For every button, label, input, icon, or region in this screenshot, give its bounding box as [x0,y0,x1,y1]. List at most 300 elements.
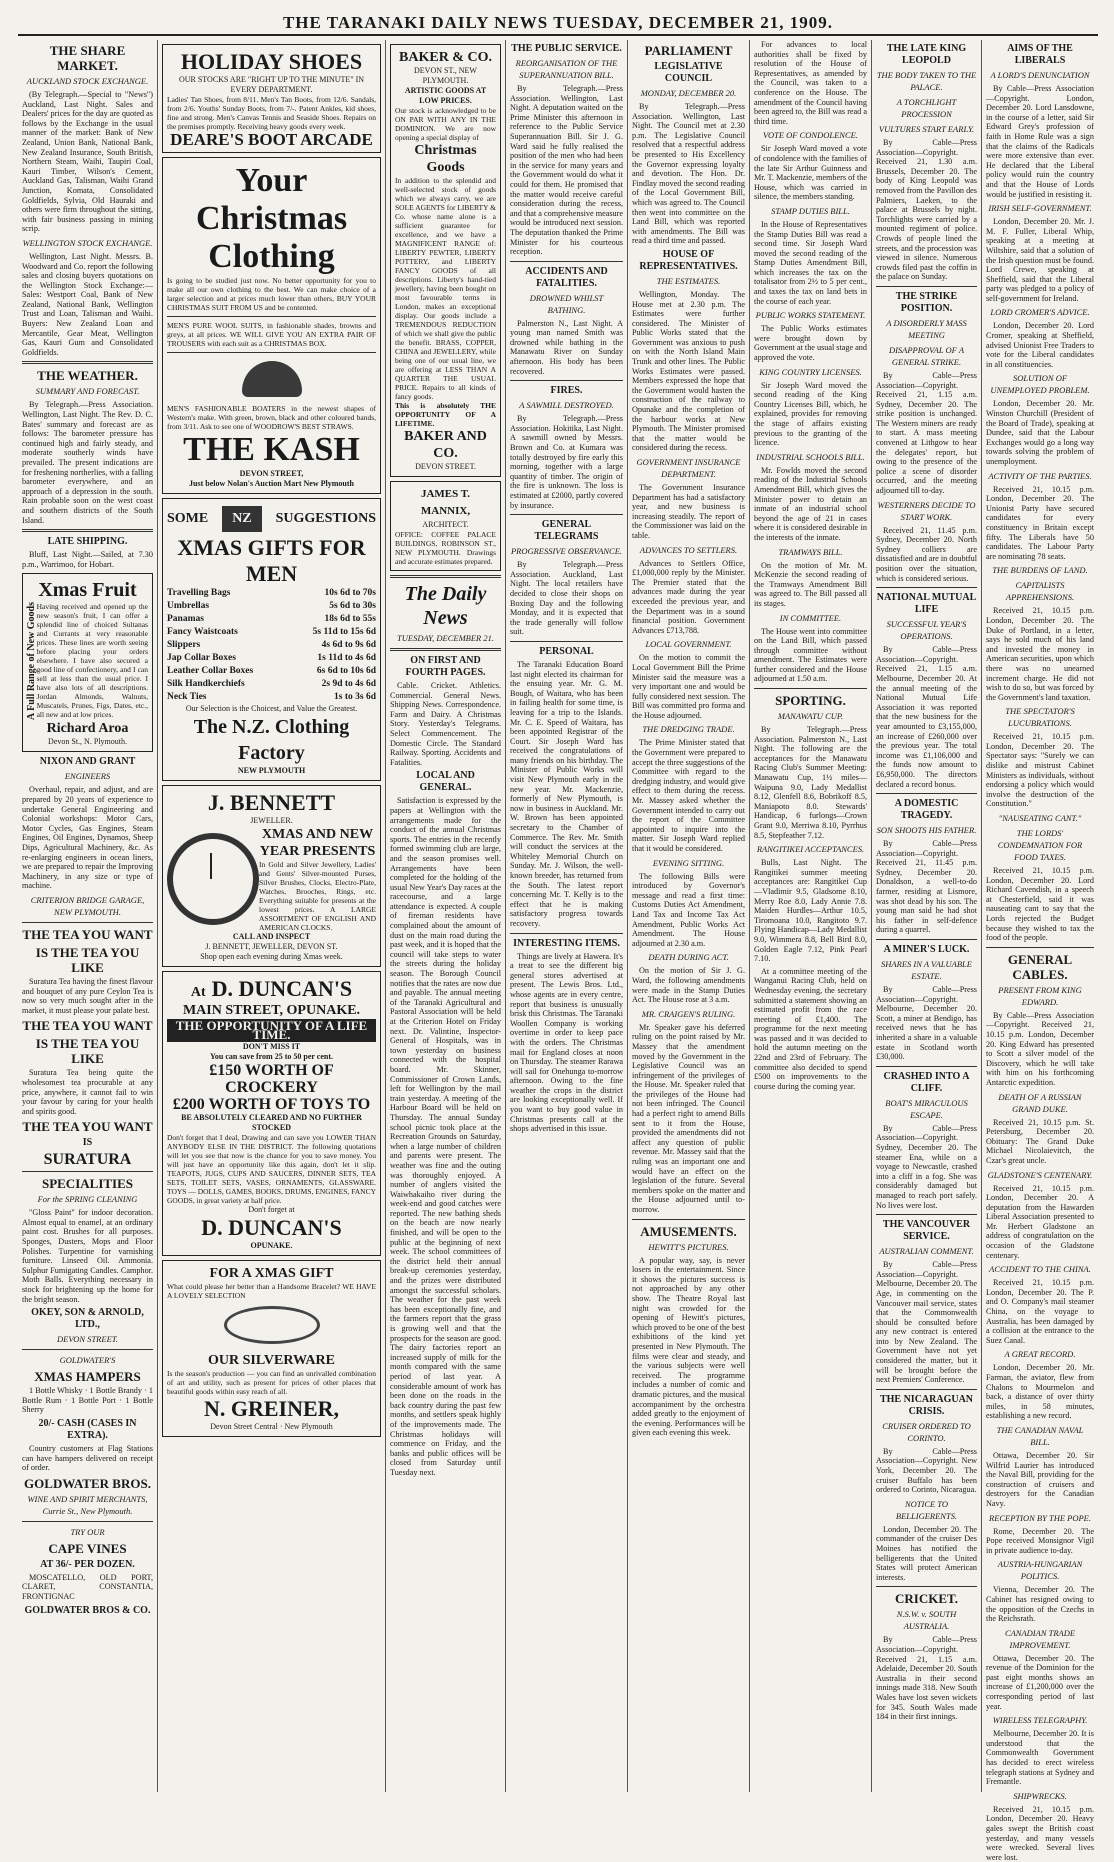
parties-text: Received 21, 10.15 p.m. London, December 20. The Unionist Party have secured candidates for every constituency in Britain except fifty. The Liberals have 50 candidates. The Labour Party are nominating 78 seats. [986,484,1094,561]
tea-line-3: THE TEA YOU WANT [22,1018,153,1034]
personal-text: The Taranaki Education Board last night elected its chairman for the ensuing year. Mr. G. M. Bough, of Waitara, who has been in failing health for some time, is leaving for a trip to the Islands. Mr. C. E. Speed of Waitara, has been appointed Registrar of the Court. Sir Joseph Ward has received the congratulations of many friends on his birthday. The Minister of Public Works will visit New Plymouth early in the new year. Mr. Mackenzie, formerly of New Plymouth, is now in business in Auckland. Mr. W. Brown has been appointed secretary to the Chamber of Commerce. The Rev. Mr. Smith will conduct the services at the Whiteley Memorial Church on Sunday. Mr. J. Wilson, the well-known breeder, has returned from the South. The latest report concerning Mr. T. Kelly is to the effect that he is making satisfactory progress towards recovery. [510,659,623,928]
cricket-sub: N.S.W. v. SOUTH AUSTRALIA. [896,1609,957,1632]
public-works-text: The Public Works estimates were brought down by Government at the usual stage and approved the vote. [754,324,867,363]
record-heading: A GREAT RECORD. [1004,1349,1076,1360]
baker-address: DEVON ST., NEW PLYMOUTH. [414,66,477,85]
liberals-text: By Cable—Press Association—Copyright. London, December 20. Lord Lansdowne, in the course of a letter, said Sir Edward Grey's profession of faith in Home Rule was a sign that the claims of the Radicals were more extensive than ever. He declared that the Liberal policy would ruin the country and that the House of Lords would be justified in resisting it. [986,84,1094,199]
house-heading: HOUSE OF REPRESENTATIVES. [639,248,738,272]
irish-text: London, December 20. Mr. J. M. F. Fuller, Liberal Whip, speaking at a meeting at Wiltshire, said that a solution of the Irish question must be found. Lord Crewe, speaking at Sheffield, said that the Liberal party was pledged to a policy of self-government for Ireland. [986,217,1094,303]
duncan-address: MAIN STREET, OPUNAKE. [182,1002,361,1018]
bennett-title: XMAS AND NEW YEAR PRESENTS [259,826,376,859]
local-government-text: On the motion to commit the Local Government Bill the Prime Minister said the measure was a very important one and would be fully considered next session. The Bill was committed pro forma and the House adjourned. [632,653,745,720]
baker-signature-address: DEVON STREET. [415,462,476,471]
boater-hat-icon [242,361,302,397]
accidents-heading: ACCIDENTS AND FATALITIES. [525,265,608,289]
cromer-heading: LORD CROMER'S ADVICE. [990,307,1090,318]
miner-text: By Cable—Press Association—Copyright. Melbourne, December 20. Scott, a miner at Bendigo, has received news that he has inherited a share in a valuable estate in Scotland worth £30,000. [876,985,977,1062]
nz-suggestions: SUGGESTIONS [275,511,376,527]
price-value: 5s 6d to 30s [329,600,376,611]
divider [632,1219,745,1220]
fruit-text: Having received and opened up the new season's fruit, I can offer a splendid line of choiced Sultanas and Currants at very reasonable prices. These lines are worth seeing before placing your orders elsewhere. I have also secured a good line of confectionery, and I can sell at less than the usual price. I have also lots of all descriptions. Jordan Almonds, Walnuts, Muscatels, Prunes, Figs, Dates, etc., all new and at low prices. [36,602,148,720]
column-4 [506,40,628,1792]
nicaragua-text: By Cable—Press Association—Copyright. New York, December 20. The cruiser Buffalo has been ordered to Corinto, Nicaragua. [876,1446,977,1495]
bennett-ad [162,785,381,967]
evening-sitting-heading: EVENING SITTING. [652,857,725,868]
tea-line-6: IS [82,1137,93,1149]
china-heading: ACCIDENT TO THE CHINA. [989,1264,1091,1275]
duncan-at: At [190,984,206,1000]
liberals-heading: AIMS OF THE LIBERALS [1007,43,1073,66]
fruit-address: Devon St., N. Plymouth. [48,737,127,747]
legislative-council-date: MONDAY, DECEMBER 20. [640,88,737,98]
king-edward-text: By Cable—Press Association—Copyright. Received 21, 10.15 p.m. London, December 20. King Edward has presented to Scott a silver model of the Discovery, which he will take with him on his forthcoming Antarctic expedition. [986,1010,1094,1087]
kash-name: THE KASH [183,430,360,468]
baker-text-3: This is absolutely THE OPPORTUNITY OF A LIFETIME. [395,401,496,428]
public-service-sub: REORGANISATION OF THE SUPERANNUATION BILL. [515,58,618,80]
liberals-sub: A LORD'S DENUNCIATION [990,70,1090,80]
greiner-ad [162,1260,381,1438]
record-text: London, December 20. Mr. Farman, the aviator, flew from Chalons to Mourmelon and back, a distance of over thirty miles, in 58 minutes, establishing a new record. [986,1363,1094,1421]
divider [876,1586,977,1587]
clock-icon [167,833,259,925]
advances-heading: ADVANCES TO SETTLERS. [639,544,738,555]
price-item: Jap Collar Boxes [167,652,236,663]
public-service-heading: THE PUBLIC SERVICE. [511,43,622,54]
weather-text: By Telegraph.—Press Association. Wellington, Last Night. The Rev. D. C. Bates' summary and forecast are as follows: The barometer pressure has continued high and fairly steady, and moderate southerly winds have prevailed. The present indications are for freshening northerlies, with a falling barometer everywhere, and an approach of a depression in the south. Rain probable soon on the west coast and southern districts of the South Island. [22,400,153,525]
divider [876,1066,977,1067]
amusements-heading: AMUSEMENTS. [640,1223,737,1239]
share-sub-auckland: AUCKLAND STOCK EXCHANGE. [26,76,149,86]
price-value: 18s 6d to 55s [324,613,376,624]
tramways-heading: TRAMWAYS BILL. [778,546,843,557]
okey-name: OKEY, SON & ARNOLD, LTD., [31,1307,144,1331]
land-heading: THE BURDENS OF LAND. [992,565,1088,576]
nicaragua-sub-2: NOTICE TO BELLIGERENTS. [895,1498,958,1521]
share-text-auckland: (By Telegraph.—Special to "News") Auckland, Last Night. Sales and Dealers' prices for the day are quoted as follows by the Exchange in the usual manner of the market: Bank of New Zealand, Union Bank, National Bank, New Zealand Insurance, South British, Northern Steam, Waihi, Taupiri Coal, Kauri Timber, Wilson's Cement, Auckland Gas, Talisman, Waihi Grand Junction, Komata, Consolidated Goldfields, Sylvia, Old Hauraki and others were firm throughout the sitting, with fair business passing in mining scrip. [22,90,153,234]
duncan-save: You can save from 25 to 50 per cent. [209,1051,334,1061]
price-item: Silk Handkerchiefs [167,678,245,689]
mannix-text: OFFICE: COFFEE PALACE BUILDINGS, ROBINSON ST., NEW PLYMOUTH. Drawings and accurate estimates prepared. [395,530,496,566]
condolence-heading: VOTE OF CONDOLENCE. [763,130,858,141]
divider [390,648,501,651]
local-text: Satisfaction is expressed by the papers at Wellington with the arrangements made for the conduct of the annual Christmas sports. The entries in the recently formed swimming club are large, and the season promises well. Arrangements have been completed for the holding of the usual New Year's Day races at the racecourse, and a large attendance is expected. A couple of fireman residents have complained about the amount of dust on the main road during the past week, and it is hoped that the council will take steps to water the streets during the holiday season. The Borough Council notifies that the rates are now due and payable. The annual meeting of the Taranaki Agricultural and Pastoral Association will be held at the Criterion Hotel on Friday next. Dr. Valintine, Inspector-General of Hospitals, was in town yesterday on business connected with the hospital board. Mr. Skinner, Commissioner of Crown Lands, left for Wellington by the mail train yesterday. A meeting of the Harbour Board will be held on Thursday. The annual Sunday school picnic took place at the Recreation Grounds on Saturday, when a large number of children and parents were present. The weather was fine and the outing was thoroughly enjoyed. A number of anglers visited the Waiwhakaiho river during the week-end and good catches were reported. The new bathing sheds on the beach are now nearly finished, and will be open to the public at the beginning of next week. The school committees of the district held their annual break-up ceremonies yesterday, and the prizes were distributed amongst the successful scholars. The weather for the past week has been exceptionally fine, and the farmers report that the grass is growing well and that the prospects for the season are good. The dairy factories report an increased supply of milk for the month compared with the same period of last year. A considerable amount of work has been done on the roads in the back country during the past few months, and settlers speak highly of the improvements made. The Christmas holidays will commence on Friday, and the banks and public offices will be closed from Saturday until Tuesday next. [390,796,501,1477]
price-row [167,587,376,600]
shoes-title: HOLIDAY SHOES [180,49,363,74]
bennett-sub: JEWELLER. [250,815,293,825]
leopold-heading: THE LATE KING LEOPOLD [886,43,967,66]
cant-text: Received 21, 10.15 p.m. London, December 20. Lord Richard Cavendish, in a speech at Chesterfield, said it was nauseating cant to say that the Lords rejected the Budget because they wished to tax the food of the people. [986,866,1094,943]
baker-text-2: In addition to the splendid and well-selected stock of goods which we always carry, we are SOLE AGENTS for LIBERTY & Co. whose name alone is a sufficient guarantee for excellence, and we have a MAGNIFICENT RANGE of: LIBERTY PEWTER, LIBERTY POTTERY, and LIBERTY FANCY GOODS of all descriptions. Liberty's hand-tied jewellery, having been bought on most favourable terms in London, makes an exceptional display. Our goods include a TREMENDOUS REDUCTION of which we shall give the public the benefit. BRASS, COPPER, CHINA and JEWELLERY, while being one of our usual line, we are offering at LESS THAN A QUARTER THE USUAL PRICE. Repairs to all kinds of fancy goods. [395,176,496,401]
goldwater-list: 1 Bottle Whisky · 1 Bottle Brandy · 1 Bottle Rum · 1 Bottle Port · 1 Bottle Sherry [22,1386,153,1415]
kash-text-2: MEN'S PURE WOOL SUITS, in fashionable shades, browns and greys, at all prices. WE WILL GIVE YOU AN EXTRA PAIR OF TROUSERS with each suit as a CHRISTMAS BOX. [167,321,376,348]
pope-text: Rome, December 20. The Pope received Monsignor Vigil in private audience to-day. [986,1526,1094,1555]
irish-heading: IRISH SELF-GOVERNMENT. [988,203,1092,214]
rangitikei-text: Bulls, Last Night. The Rangitikei summer meeting acceptances are: Rangitikei Cup—Vladimir 9.5, Gladsome 8.10, Merry Roe 8.0, Lady Annie 7.8. Maiden Hurdles—Arthur 10.5, Tiromoana 10.0, Rangitoto 9.7. Flying Handicap—Lady Medallist 9.0, Wimmera 8.8, Bell Bird 8.0, Golden Eagle 7.12, Pink Pearl 7.10. [754,858,867,964]
general-telegrams-text: By Telegraph.—Press Association. Auckland, Last Night. The local retailers have decided to close their shops on Boxing Day and the following Monday, and it is expected that the trade generally will follow suit. [510,560,623,637]
tea-line-4: IS THE TEA YOU LIKE [35,1036,140,1067]
mannix-sub: ARCHITECT. [422,520,469,529]
divider [22,922,153,923]
kash-ad [162,157,381,494]
strike-text-2: Received 21, 11.45 p.m. Sydney, December 20. North Sydney colliers are dissatisfied and are in doubtful position over the situation, which is considered serious. [876,525,977,583]
price-row [167,639,376,652]
public-works-heading: PUBLIC WORKS STATEMENT. [755,310,866,321]
kash-line-1: Your Christmas [195,162,348,237]
contents-list: Cable. Cricket. Athletics. Commercial. General News. Shipping News. Correspondence. Farm and Dairy. A Christmas Story. Yesterday's Telegrams. Select Commencement. The Domestic Circle. The Standard Railway. Sporting. Accidents and Fatalities. [390,681,501,767]
greiner-name: N. GREINER, [203,1396,340,1422]
wireless-heading: WIRELESS TELEGRAPHY. [992,1715,1088,1726]
accidents-sub: DROWNED WHILST BATHING. [529,292,604,315]
cape-list: MOSCATELLO, OLD PORT, CLARET, CONSTANTIA, FRONTIGNAC [22,1572,153,1601]
king-edward-sub: PRESENT FROM KING EDWARD. [998,984,1082,1007]
cliff-heading: CRASHED INTO A CLIFF. [883,1070,970,1094]
canadian-naval-text: Ottawa, December 20. Sir Wilfrid Laurier has introduced the Naval Bill, providing for the construction of cruisers and destroyers for the Canadian Navy. [986,1450,1094,1508]
in-committee-text: The House went into committee on the Land Bill, which passed through committee without amendment. The Estimates were further considered and the House adjourned at 1.50 a.m. [754,626,867,684]
nz-name: The N.Z. Clothing Factory [193,715,350,764]
leopold-sub-3: VULTURES START EARLY. [878,124,975,134]
duncan-signature-address: OPUNAKE. [250,1240,293,1250]
goldwater-title: XMAS HAMPERS [34,1369,141,1385]
bennett-text: In Gold and Silver Jewellery, Ladies' and Gents' Silver-mounted Purses, Silver Brushes, Clocks, Electro-Plate, Watches, Brooches, Rings, etc. Everything suitable for presents at the lowest prices. A LARGE ASSORTMENT OF ENGLISH AND AMERICAN CLOCKS. [259,859,376,932]
goldwater-text: Country customers at Flag Stations can have hampers delivered on receipt of order. [22,1444,153,1473]
price-item: Neck Ties [167,691,207,702]
okey-address: DEVON STREET. [57,1334,118,1345]
greiner-text-2: Is the season's production — you can find an unrivalled combination of art and utility, such as present for prices of other places that beautiful goods within easy reach of all. [167,1369,376,1397]
vancouver-text: By Cable—Press Association—Copyright. Melbourne, December 20. The Age, in commenting on the Vancouver mail service, states that the Commonwealth should be consulted before any new contract is entered into by New Zealand. The Government have not yet considered the matter, but it will be brought before the next Premiers' Conference. [876,1260,977,1385]
tea-line-1: THE TEA YOU WANT [22,926,153,942]
cricket-heading: CRICKET. [895,1591,958,1607]
price-value: 10s 6d to 70s [324,587,376,598]
divider [876,1214,977,1215]
speaker-ruling-text: Mr. Speaker gave his deferred ruling on the point raised by Mr. Massey that the amendment moved by the Government in the Legislative Council was an infringement of the privileges of the House. Mr. Speaker ruled that the privileges of the House had not been infringed. The Council had a perfect right to amend Bills sent to it from the House, provided the amendments did not affect any question of public revenue. Mr. Massey said that the ruling was an important one and would have an effect on the legislation of the future. Several members spoke on the matter and the House adjourned until to-morrow. [632,1022,745,1214]
divider [876,286,977,287]
legislative-council-text: By Telegraph.—Press Association. Wellington, Last Night. The Council met at 2.30 p.m. The Legislative Council resolved that a respectful address be presented to His Excellency the Governor expressing loyalty and devotion. The Hon. Dr. Findlay moved the second reading of the Local Government Bill, which was agreed to. The Council then went into committee on the Land Bill, which was reported with amendments. The Bill was read a third time and passed. [632,102,745,246]
continued-text: For advances to local authorities shall be fixed by resolution of the House of Representatives, as amended by the Council, was taken to a conference on the House. The amendment of the Council having been agreed to, the Bill was read a third time. [754,40,867,126]
column-3 [386,40,506,1792]
general-telegrams-sub: PROGRESSIVE OBSERVANCE. [510,546,623,557]
tea-line-2: IS THE TEA YOU LIKE [35,944,140,975]
parties-heading: ACTIVITY OF THE PARTIES. [988,470,1092,481]
spec-sub: For the SPRING CLEANING [37,1194,138,1205]
spectator-text: Received 21, 10.15 p.m. London, December 20. The Spectator says: "Surely we can dislike and mistrust Cabinet Ministers as individuals, without endorsing a policy which would involve the destruction of the Constitution." [986,732,1094,809]
death-duties-heading: DEATH DURING ACT. [648,952,729,963]
shipping-heading: LATE SHIPPING. [47,536,128,548]
nz-note: Our Selection is the Choicest, and Value the Greatest. [185,703,358,713]
interesting-items-heading: INTERESTING ITEMS. [513,937,620,949]
duncan-signature: D. DUNCAN'S [201,1214,342,1240]
divider [22,1349,153,1350]
tea-text-1: Suratura Tea having the finest flavour and bouquet of any pure Ceylon Tea is now so very much sought after in the market, it must please your palate best. [22,976,153,1015]
baker-ad [390,44,501,477]
spectator-heading: THE SPECTATOR'S LUCUBRATIONS. [1005,706,1075,729]
nz-some: SOME [167,511,209,527]
fires-sub: A SAWMILL DESTROYED. [519,400,614,411]
austria-text: Vienna, December 20. The Cabinet has resigned owing to the opposition of the Czechs in the Reichsrath. [986,1585,1094,1624]
strike-sub-1: A DISORDERLY MASS MEETING [886,317,967,340]
goldwater-name: GOLDWATER BROS. [24,1475,151,1491]
cape-name: GOLDWATER BROS & CO. [24,1604,151,1616]
industrial-schools-heading: INDUSTRIAL SCHOOLS BILL. [756,451,865,462]
holiday-shoes-ad [162,44,381,153]
domestic-tragedy-heading: A DOMESTIC TRAGEDY. [894,798,959,822]
divider [754,688,867,689]
divider [510,641,623,642]
divider [876,587,977,588]
nixon-address: CRITERION BRIDGE GARAGE, NEW PLYMOUTH. [30,894,145,917]
shoes-text: Ladies' Tan Shoes, from 8/11. Men's Tan Boots, from 12/6. Sandals, from 2/6. Youths' Sunday Boots, from 7/-. Patent Ankles, kid shoes, fine and strong. Men's Canvas Tennis and Seaside Shoes. Repairs on the premises promptly. Receiving heavy goods every week. [167,95,376,131]
divider [390,575,501,578]
divider [22,529,153,532]
sporting-heading: SPORTING. [775,693,846,709]
share-market-heading: THE SHARE MARKET. [49,43,126,73]
baker-title: Christmas Goods [414,143,477,175]
spec-text: "Gloss Paint" for indoor decoration. Almost equal to enamel, at an ordinary paint cost. Brushes for all purposes. Sponges, Dusters, Mops and Floor Polishes. Turpentine for varnishing furniture. Linseed Oil. Ammonia. Sulphur Fumigating Candles. Camphor. Moth Balls. Everything necessary in stock for brightening up the home for the bright season. [22,1208,153,1304]
divider [22,1171,153,1172]
miner-sub: SHARES IN A VALUABLE ESTATE. [881,959,972,982]
price-item: Slippers [167,639,201,650]
duncan-miss: DON'T MISS IT [242,1041,301,1051]
price-row [167,691,376,704]
vancouver-sub: AUSTRALIAN COMMENT. [879,1246,974,1257]
column-2 [158,40,386,1792]
strike-heading: THE STRIKE POSITION. [895,290,958,314]
price-item: Panamas [167,613,204,624]
nz-address: NEW PLYMOUTH [237,765,306,775]
strike-sub-3: WESTERNERS DECIDE TO START WORK. [877,499,976,522]
greiner-address: Devon Street Central · New Plymouth [210,1422,333,1432]
gladstone-text: Received 21, 10.15 p.m. London, December 20. A deputation from the Hawarden Liberal Association presented to Mr. Herbert Gladstone an address of congratulation on the occasion of the Gladstone centenary. [986,1183,1094,1260]
nicaragua-heading: THE NICARAGUAN CRISIS. [879,1393,974,1417]
price-row [167,626,376,639]
bennett-note: Shop open each evening during Xmas week. [200,951,343,961]
contents-heading: ON FIRST AND FOURTH PAGES. [405,655,486,678]
general-cables-heading: GENERAL CABLES. [1007,951,1073,982]
cant-sub: THE LORDS' CONDEMNATION FOR FOOD TAXES. [997,828,1083,863]
divider [510,380,623,381]
wireless-text: Melbourne, December 20. It is understood that the Commonwealth Government has decided to erect wireless telegraph stations at Sydney and Fremantle. [986,1729,1094,1787]
tea-text-2: Suratura Tea being quite the wholesomest tea procurable at any price, anywhere, it cannot fail to win your favour by caring for your health and spirits good. [22,1068,153,1116]
tea-line-5: THE TEA YOU WANT [22,1119,153,1135]
canadian-naval-heading: THE CANADIAN NAVAL BILL. [996,1424,1084,1447]
divider [876,793,977,794]
shipping-text: Bluff, Last Night.—Sailed, at 7.30 p.m., Warrimoo, for Hobart. [22,550,153,569]
masthead: THE TARANAKI DAILY NEWS TUESDAY, DECEMBER 21, 1909. [18,12,1098,36]
condolence-text: Sir Joseph Ward moved a vote of condolence with the families of the late Sir Arthur Guinness and Mr. T. Mackenzie, members of the House, which was carried in silence, the members standing. [754,144,867,202]
dredging-text: The Prime Minister stated that the Government were prepared to accept the three suggestions of the Committee with regard to the dredging industry, and would give effect to them during the recess. Mr. Massey asked whether the Government intended to carry out the report of the Committee appointed to inquire into the matter. Sir Joseph Ward replied that it would be considered. [632,738,745,853]
unemployed-heading: SOLUTION OF UNEMPLOYED PROBLEM. [990,373,1090,396]
duncan-ad [162,971,381,1256]
shipwrecks-text: Received 21, 10.15 p.m. London, December 20. Heavy gales swept the British coast yesterday, and many vessels were wrecked. Several lives were lost. [986,1804,1094,1862]
price-row [167,652,376,665]
fires-heading: FIRES. [550,385,583,397]
weather-heading: THE WEATHER. [37,368,138,384]
baker-text-1: Our stock is acknowledged to be ON PAR WITH ANY IN THE DOMINION. We are now opening a special display of [395,106,496,142]
nicaragua-text-2: London, December 20. The commander of the cruiser Des Moines has notified the belligerents that the United States will protect American interests. [876,1524,977,1582]
divider [510,514,623,515]
nicaragua-sub: CRUISER ORDERED TO CORINTO. [882,1420,971,1443]
king-country-text: Sir Joseph Ward moved the second reading of the King Country Licenses Bill, which, he explained, provides for removing the stage of affairs existing previous to the granting of the licence. [754,380,867,448]
amusements-text: A popular way, say, is never losers in the entertainment. Since it shows the pictures success is not approached by any other show. The Theatre Royal last night was crowded for the opening of Hewitt's pictures, which proved to be one of the best exhibitions of the kind yet presented in New Plymouth. The films were clear and steady, and the various subjects were well received. The programme includes a number of comic and dramatic pictures, and the musical accompaniment by the orchestra added greatly to the enjoyment of the evening. Performances will be given each evening this week. [632,1255,746,1438]
strike-text: By Cable—Press Association—Copyright. Received 21, 1.15 a.m. Sydney, December 20. The strike position is unchanged. The Western miners are ready to start. A mass meeting convened at Lithgow to hear the delegates' report, but owing to the presence of the police a scene of disorder occurred, and the meeting adjourned till to-day. [876,370,977,496]
deare-name: DEARE'S BOOT ARCADE [170,130,373,149]
bennett-signature: J. BENNETT, JEWELLER, DEVON ST. [205,941,338,951]
domestic-tragedy-text: By Cable—Press Association—Copyright. Received 21, 11.45 p.m. Sydney, December 20. Donaldson, a well-to-do farmer, residing at Lismore, was shot dead by his son. The young man said he had shot his father in self-defence during a quarrel. [876,839,977,935]
duncan-offer-2: £200 WORTH OF TOYS TO [172,1095,371,1113]
stamp-duties-text: In the House of Representatives the Stamp Duties Bill was read a second time. Sir Joseph Ward moved the second reading of the Stamp Duties Amendment Bill, which increases the tax on the totalisator from 2½ to 5 per cent., and taxes the tax on land bets in the course of each year. [754,219,867,306]
cricket-text: By Cable—Press Association—Copyright. Received 21, 1.15 a.m. Adelaide, December 20. South Australia in their second innings made 318. New South Wales have lost seven wickets for 345. South Wales made 184 in their first innings. [876,1635,977,1722]
advances-text: Advances to Settlers Office, £1,000,000 reply by the Minister. The Premier stated that the advances made during the year exceeded the previous year, and the Department was in a sound financial position. Government Advances £713,788. [632,558,745,635]
estimates-sub: THE ESTIMATES. [656,275,721,286]
land-text: Received 21, 10.15 p.m. London, December 20. The Duke of Portland, in a letter, says he sold much of his land and invested the money in American securities, upon which there was no unearned increment charge. He did not wish to do so, but was forced by the Government's land taxation. [986,606,1094,702]
china-text: Received 21, 10.15 p.m. London, December 20. The P. and O. Company's mail steamer China, on the voyage to Australia, has been damaged by a collision at the entrance to the Suez Canal. [986,1278,1094,1345]
goldwater-address: WINE AND SPIRIT MERCHANTS, Currie St., New Plymouth. [27,1493,148,1516]
spec-heading: SPECIALITIES [41,1176,134,1192]
divider [22,361,153,364]
column-5 [628,40,750,1792]
divider [167,352,376,353]
goldwater-heading: GOLDWATER'S [59,1355,116,1366]
column-1 [18,40,158,1792]
canadian-trade-heading: CANADIAN TRADE IMPROVEMENT. [1004,1627,1076,1650]
price-row [167,613,376,626]
rangitikei-heading: RANGITIKEI ACCEPTANCES. [756,844,865,855]
bennett-name: J. BENNETT [207,789,336,815]
kash-address: DEVON STREET, [239,468,304,478]
baker-name: BAKER & CO. [399,50,492,65]
weather-subheading: SUMMARY AND FORECAST. [35,386,140,397]
bracelet-icon [224,1306,320,1344]
bennett-call: CALL AND INSPECT [232,931,311,941]
miner-heading: A MINER'S LUCK. [883,944,970,956]
shipwrecks-heading: SHIPWRECKS. [1013,1790,1067,1801]
nixon-sub: ENGINEERS [64,771,111,782]
price-value: 1s 11d to 4s 6d [317,652,376,663]
xmas-fruit-ad [22,573,153,752]
in-committee-heading: IN COMMITTEE. [779,612,842,623]
column-6 [750,40,872,1792]
tea-brand: SURATURA [43,1151,132,1169]
mannix-ad [390,481,501,571]
legislative-council-heading: LEGISLATIVE COUNCIL [654,61,723,84]
nz-logo: NZ [222,506,262,532]
kash-text-3: MEN'S FASHIONABLE BOATERS in the newest shapes of Western's make. With green, brown, black and other coloured bands, from 3/11. Ask to see one of WOODROW'S BEST STRAWS. [167,403,376,431]
column-7 [872,40,982,1792]
national-mutual-text: By Cable—Press Association—Copyright. Received 21, 1.15 a.m. Melbourne, December 20. At the annual meeting of the National Mutual Life Association it was reported that the new business for the year amounted to £3,155,000, an increase of £260,000 over the previous year. The total income was £1,106,000 and the funds now amount to £6,950,000. The directors declared a record bonus. [876,645,977,789]
baker-signature: BAKER AND CO. [404,429,487,461]
price-value: 4s 6d to 9s 6d [321,639,376,650]
price-value: 2s 9d to 4s 6d [321,678,376,689]
general-telegrams-heading: GENERAL TELEGRAMS [534,519,599,543]
duncan-offer-1: £150 WORTH OF CROCKERY [209,1061,334,1096]
leopold-sub-1: THE BODY TAKEN TO THE PALACE. [876,70,977,92]
divider [986,947,1094,948]
fruit-merchant: Richard Aroa [46,721,129,737]
price-item: Fancy Waistcoats [167,626,238,637]
kash-text-1: Is going to be studied just now. No better opportunity for you to make all our own clothing to the best. We can make choice of a larger selection and at prices much lower than others, BUY YOUR CHRISTMAS SUIT FROM US and be contented. [167,276,376,312]
evening-sitting-text: The following Bills were introduced by Governor's message and read a first time: Customs Duties Act Amendment, Land Tax and Income Tax Act Amendment, Public Works Act Amendment. The House adjourned at 2.30 a.m. [632,871,745,948]
domestic-tragedy-sub: SON SHOOTS HIS FATHER. [876,825,977,836]
national-mutual-heading: NATIONAL MUTUAL LIFE [876,592,977,616]
industrial-schools-text: Mr. Fowlds moved the second reading of the Industrial Schools Amendment Bill, which gives the Minister power to detain an inmate of an industrial school beyond the age of 21 in cases where it is considered desirable in the interests of the inmate. [754,465,867,542]
tramways-text: On the motion of Mr. M. McKenzie the second reading of the Tramways Amendment Bill was agreed to. The Bill passed all its stages. [754,560,867,608]
divider [510,261,623,262]
paper-title: The Daily News [404,583,487,629]
divider [876,1389,977,1390]
land-sub: CAPITALISTS APPREHENSIONS. [1005,580,1075,603]
cliff-text: By Cable—Press Association—Copyright. Sydney, December 20. The steamer Ena, while on a voyage to Newcastle, crashed into a cliff in a fog. She was considerably damaged but managed to reach port safely. No lives were lost. [876,1123,977,1210]
price-value: 6s 6d to 10s 6d [316,665,376,676]
share-sub-wellington: WELLINGTON STOCK EXCHANGE. [22,237,153,248]
divider [510,933,623,934]
personal-heading: PERSONAL [539,645,594,657]
shoes-strap: OUR STOCKS ARE "RIGHT UP TO THE MINUTE" IN EVERY DEPARTMENT. [178,75,365,94]
duncan-sig-pre: Don't forget at [248,1204,295,1214]
accidents-text: Palmerston N., Last Night. A young man named Smith was drowned while bathing in the Manawatu River on Sunday afternoon. His body has been recovered. [510,318,623,376]
wanganui-text: At a committee meeting of the Wanganui Racing Club, held on Wednesday evening, the secretary submitted a statement showing an estimated profit from the race meeting of £1,400. The programme for the next meeting was passed and it was decided to hold the autumn meeting on the 22nd and 23rd of February. The committee also decided to spend £500 on improvements to the course during the coming year. [754,966,867,1091]
nz-price-list [167,587,376,704]
grand-duke-text: Received 21, 10.15 p.m. St. Petersburg, December 20. Obituary: The Grand Duke Michael Nicolaievitch, the Czar's great uncle. [986,1117,1094,1165]
sporting-text: By Telegraph.—Press Association. Palmerston N., Last Night. The following are the acceptances for the Manawatu Racing Club's Summer Meeting: Manawatu Cup, 1½ miles—Waipuna 9.0, Lady Medallist 8.12, Glenfell 8.6, Bobrikoff 8.5, Maniapoto 8.0. Stewards' Handicap, 6 furlongs—Crown Grant 9.0, Merriwa 8.10, Pyrrhus 8.5, Stepfeather 7.12. [754,725,867,840]
local-government-heading: LOCAL GOVERNMENT. [645,639,732,650]
price-value: 5s 11d to 15s 6d [312,626,376,637]
duncan-text: Don't forget that I deal, Drawing and can save you LOWER THAN ANYBODY ELSE IN THE DISTRICT. The following quotations will let you see that now is the chance for you to save money. You will just have an opportunity like this again, don't let it slip. TEAPOTS, JUGS, CUPS AND SAUCERS, DINNER SETS, TEA SETS, TOILET SETS, VASES, ORNAMENTS, GLASSWARE. TOYS — DOLLS, GAMES, BOOKS, DRUMS, ENGINES, FANCY GOODS, in great variety at half price. [167,1132,376,1205]
public-service-text: By Telegraph.—Press Association. Wellington, Last Night. A deputation waited on the Prime Minister this afternoon in reference to the Public Service Superannuation Bill. Sir J. G. Ward said he fully realised the position of the men who had been in the service for many years and the Government would do what it could for them. He promised that the matter would receive careful consideration during the recess, and that a comprehensive measure would be introduced next session. The deputation thanked the Prime Minister for his courteous reception. [510,84,623,257]
column-8 [982,40,1098,1862]
cape-price: AT 36/- PER DOZEN. [40,1558,135,1570]
fruit-side-label: A Full Range of New Goods [26,602,37,721]
price-row [167,665,376,678]
national-mutual-sub: SUCCESSFUL YEAR'S OPERATIONS. [886,619,967,642]
austria-heading: AUSTRIA-HUNGARIAN POLITICS. [997,1559,1083,1582]
cliff-sub: BOAT'S MIRACULOUS ESCAPE. [885,1097,968,1120]
leopold-sub-2: A TORCHLIGHT PROCESSION [896,97,957,119]
cromer-text: London, December 20. Lord Cromer, speaking at Sheffield, advised Unionist Free Traders to vote for the Liberal candidates in all constituencies. [986,321,1094,369]
gladstone-heading: GLADSTONE'S CENTENARY. [987,1169,1093,1180]
nz-title: XMAS GIFTS FOR MEN [177,534,366,586]
mannix-name: JAMES T. MANNIX, [420,488,471,517]
duncan-name: D. DUNCAN'S [211,975,353,1001]
divider [22,1521,153,1522]
greiner-sub: OUR SILVERWARE [208,1353,335,1369]
amusements-sub: HEWITT'S PICTURES. [648,1241,729,1252]
nixon-heading: NIXON AND GRANT [39,756,136,768]
cape-title: CAPE VINES [48,1540,127,1556]
grand-duke-heading: DEATH OF A RUSSIAN GRAND DUKE. [998,1091,1082,1114]
interesting-items-text: Things are lively at Hawera. It's a treat to see the different big general stores advertised at present. The Lewis Bros. Ltd., whose agents are in every centre, report that business is unusually brisk this Christmas. The Taranaki Woollen Company is working overtime in order to keep pace with the orders. The Christmas mail for England closes at noon on Thursday. The steamer Rarawa will sail for Onehunga to-morrow afternoon. Owing to the fine weather the crops in the district are looking exceptionally well. If you want to buy good value in Christmas presents call at the shops advertised in this issue. [510,951,623,1134]
strike-sub-2: DISAPPROVAL OF A GENERAL STRIKE. [888,344,965,367]
cape-heading: TRY OUR [70,1526,105,1537]
price-row [167,600,376,613]
speaker-ruling-heading: MR. CRAIGEN'S RULING. [641,1008,736,1019]
parliament-heading: PARLIAMENT [644,43,733,58]
gov-insurance-sub: GOVERNMENT INSURANCE DEPARTMENT. [636,457,741,479]
price-item: Travelling Bags [167,587,231,598]
duncan-offer-3: BE ABSOLUTELY CLEARED AND NO FURTHER STOCKED [181,1112,362,1132]
dredging-heading: THE DREDGING TRADE. [642,724,735,735]
greiner-heading: FOR A XMAS GIFT [209,1265,334,1281]
cant-heading: "NAUSEATING CANT." [998,813,1082,824]
goldwater-cash: 20/- CASH (CASES IN EXTRA). [38,1418,137,1441]
baker-sub: ARTISTIC GOODS AT LOW PRICES. [404,86,487,105]
local-heading: LOCAL AND GENERAL. [416,770,475,794]
leopold-text: By Cable—Press Association—Copyright. Received 21, 1.30 a.m. Brussels, December 20. The body of King Leopold was removed from the Pavillon des Palmiers, Laeken, to the palace at Brussels by night. Torchlights were carried by a mounted regiment of police. Crowds of people lined the streets, and the procession was viewed in silence. Numerous crowds filed past the coffin in the palace on Sunday. [876,138,977,282]
duncan-opportunity: THE OPPORTUNITY OF A LIFE TIME. [167,1019,376,1042]
kash-line-2: Clothing [208,238,335,275]
unemployed-text: London, December 20. Mr. Winston Churchill (President of the Board of Trade), speaking at Dundee, said that the Labour Exchanges would go a long way towards solving the problem of unemployment. [986,399,1094,466]
stamp-duties-heading: STAMP DUTIES BILL. [771,205,850,216]
xmas-fruit-title: Xmas Fruit [38,579,137,602]
manawatu-cup-sub: MANAWATU CUP. [777,711,844,722]
